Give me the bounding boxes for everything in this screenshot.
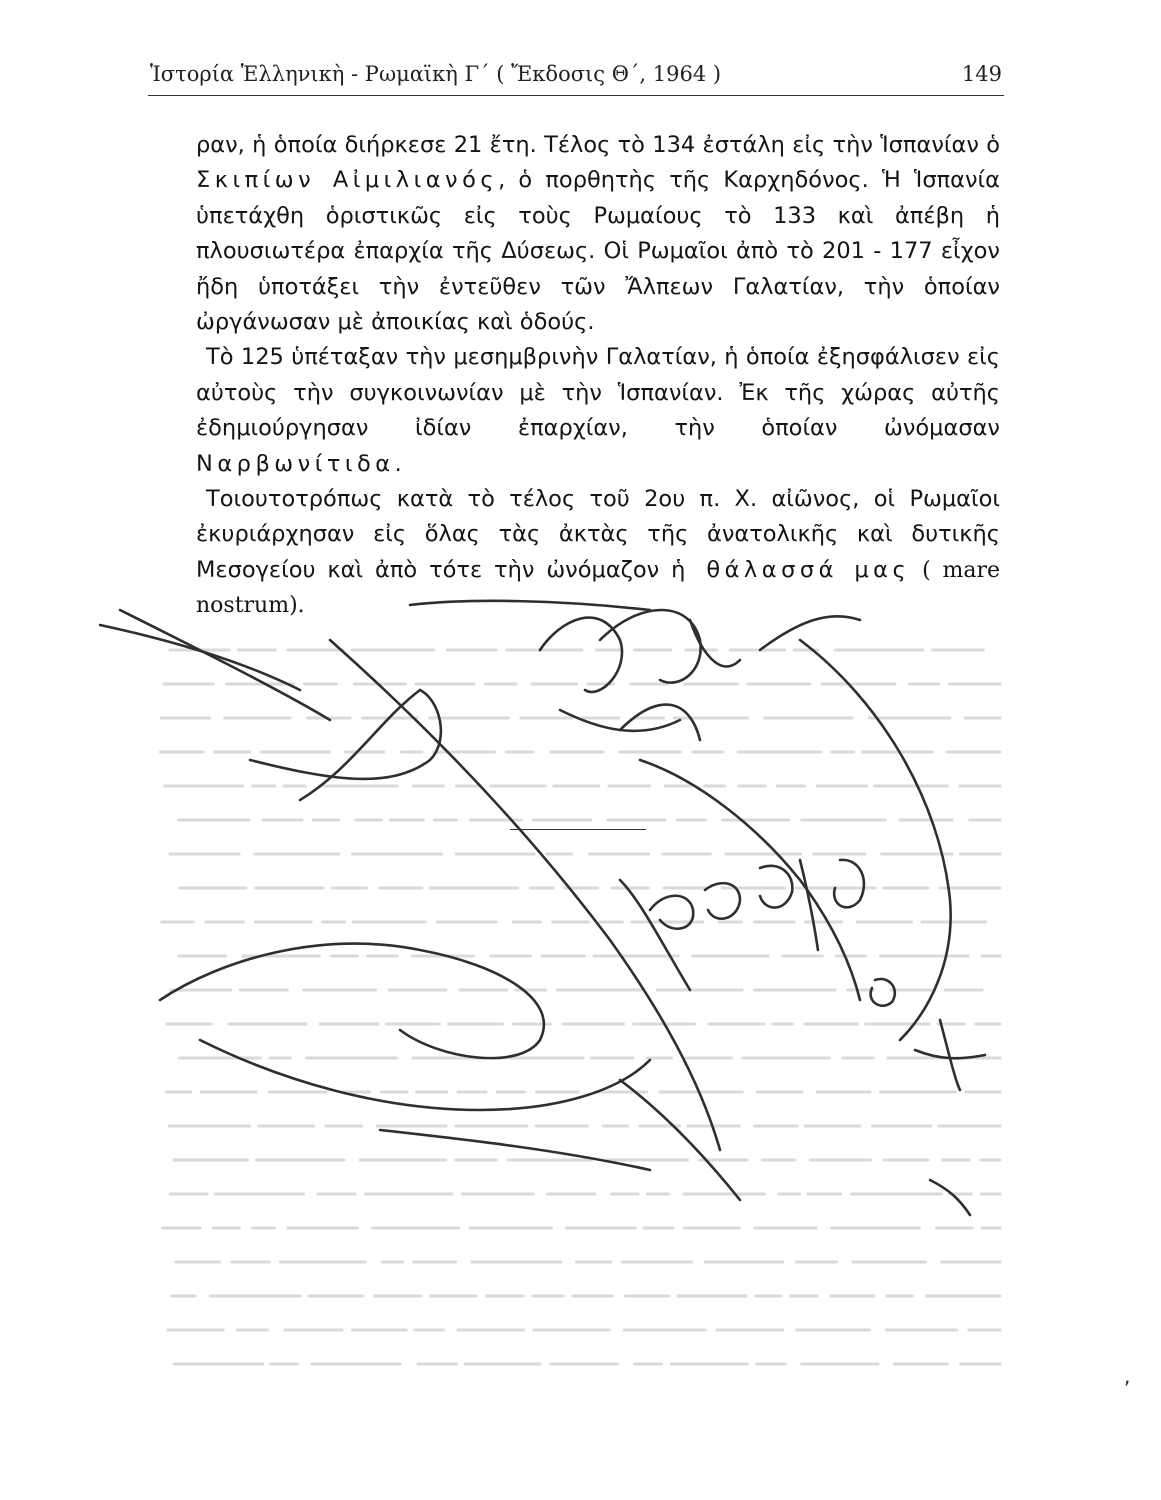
emphasized-phrase-our-sea: ἡ θάλασσά μας xyxy=(671,556,911,583)
header-rule xyxy=(148,95,1004,96)
page-number: 149 xyxy=(961,62,1002,86)
emphasized-name-narbonitida: Ναρβωνίτιδα xyxy=(196,450,395,477)
latin-phrase-mare-nostrum: ( mare nostrum). xyxy=(196,557,1001,619)
emphasized-name-scipio: Σκιπίων Αἰμιλιανός xyxy=(196,167,499,194)
running-header xyxy=(150,62,1002,94)
paragraph-1-text-a: ραν, ἡ ὁποία διήρκεσε 21 ἔτη. Τέλος τὸ 134 ἐστάλη εἰς τὴν Ἱσπανίαν ὁ xyxy=(196,132,1000,158)
running-title: Ἱστορία Ἑλληνικὴ - Ρωμαϊκὴ Γ΄ ( Ἔκδοσις Θ΄, 1964 ) xyxy=(150,62,722,86)
paragraph-3-text-a: Τοιουτοτρόπως κατὰ τὸ τέλος τοῦ 2ου π. Χ. αἰῶνος, οἱ Ρωμαῖοι ἐκυριάρχησαν εἰς ὅλας τὰς ἀκτὰς τῆς ἀνατολικῆς καὶ δυτικῆς Μεσογείου καὶ ἀπὸ τότε τὴν ὠνόμαζον xyxy=(196,486,1000,583)
paragraph-2-text-b: . xyxy=(394,450,402,477)
bleed-through-texture xyxy=(150,640,1010,1400)
paragraph-2-text-a: Τὸ 125 ὑπέταξαν τὴν μεσημβρινὴν Γαλατίαν, ἡ ὁποία ἐξησφάλισεν εἰς αὐτοὺς τὴν συγκοινωνίαν μὲ τὴν Ἱσπανίαν. Ἐκ τῆς χώρας αὐτῆς ἐδημιούργησαν ἰδίαν ἐπαρχίαν, τὴν ὁποίαν ὠνόμασαν xyxy=(196,344,1000,442)
paragraph-3 xyxy=(196,482,1000,624)
paragraph-2 xyxy=(196,340,1000,482)
body-text xyxy=(196,128,1000,624)
section-separator xyxy=(510,829,646,830)
paragraph-1 xyxy=(196,128,1000,340)
margin-mark: , xyxy=(1124,1364,1131,1388)
paragraph-1-text-b: , ὁ πορθητὴς τῆς Καρχηδόνος. Ἡ Ἱσπανία ὑπετάχθη ὁριστικῶς εἰς τοὺς Ρωμαίους τὸ 133 καὶ ἀπέβη ἡ πλουσιωτέρα ἐπαρχία τῆς Δύσεως. Οἱ Ρωμαῖοι ἀπὸ τὸ 201 - 177 εἶχον ἤδη ὑποτάξει τὴν ἐντεῦθεν τῶν Ἄλπεων Γαλατίαν, τὴν ὁποίαν ὠργάνωσαν μὲ ἀποικίας καὶ ὁδούς. xyxy=(196,167,1000,336)
